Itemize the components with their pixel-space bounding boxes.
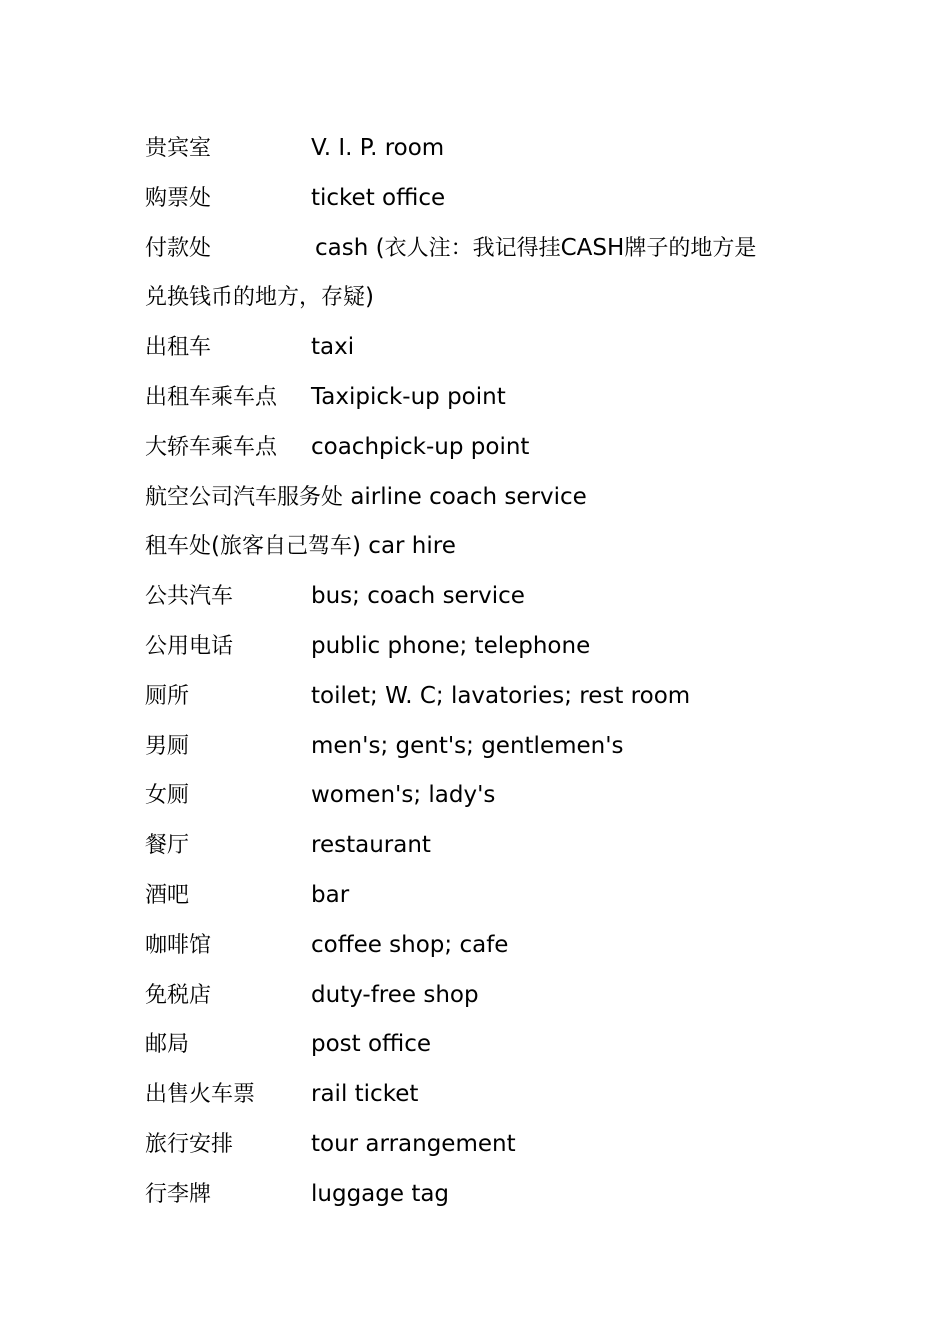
- chinese-term: 大轿车乘车点: [145, 434, 278, 460]
- list-item: [145, 528, 845, 578]
- list-item: [145, 777, 845, 827]
- english-term: coachpick-up point: [311, 433, 530, 460]
- list-item: [145, 628, 845, 678]
- list-item: [145, 578, 845, 628]
- english-term: Taxipick-up point: [311, 383, 506, 410]
- chinese-term: 租车处: [145, 534, 212, 560]
- english-term: cash (: [315, 234, 385, 261]
- english-term: luggage tag: [311, 1180, 450, 1207]
- chinese-term: 咖啡馆: [145, 932, 212, 958]
- chinese-term: 酒吧: [145, 882, 190, 908]
- open-paren: (: [211, 533, 220, 560]
- list-item: [145, 1026, 845, 1076]
- chinese-term: 行李牌: [145, 1181, 212, 1207]
- chinese-term: 出售火车票: [145, 1082, 256, 1108]
- translator-note: 衣人注：我记得挂: [384, 235, 561, 261]
- chinese-term: 出租车乘车点: [145, 384, 278, 410]
- chinese-term: 购票处: [145, 185, 212, 211]
- list-item: [145, 927, 845, 977]
- list-item: [145, 379, 845, 429]
- list-item: [145, 230, 845, 280]
- list-item: [145, 329, 845, 379]
- english-term: rail ticket: [311, 1081, 419, 1108]
- chinese-term: 出租车: [145, 335, 212, 361]
- english-term: V. I. P. room: [311, 135, 445, 161]
- note-continuation: 兑换钱币的地方，存疑: [145, 285, 366, 311]
- list-item: [145, 977, 845, 1027]
- english-term: duty-free shop: [311, 981, 479, 1008]
- vocabulary-list: [145, 130, 845, 1226]
- list-item: [145, 1176, 845, 1226]
- chinese-term: 贵宾室: [145, 136, 212, 161]
- english-term: taxi: [311, 334, 355, 361]
- list-item: [145, 827, 845, 877]
- chinese-term: 男厕: [145, 733, 190, 759]
- chinese-term: 邮局: [145, 1032, 190, 1058]
- chinese-term: 公共汽车: [145, 584, 234, 610]
- chinese-term: 女厕: [145, 783, 190, 809]
- chinese-term: 公用电话: [145, 633, 234, 659]
- english-term: bus; coach service: [311, 583, 525, 610]
- note-keyword: CASH: [560, 234, 625, 261]
- chinese-term: 旅行安排: [145, 1131, 234, 1157]
- english-term: men's; gent's; gentlemen's: [311, 732, 624, 759]
- english-term: ticket office: [311, 184, 446, 211]
- list-item: [145, 877, 845, 927]
- list-item: [145, 130, 845, 180]
- list-item: [145, 180, 845, 230]
- english-term: ) car hire: [352, 533, 456, 560]
- english-term: airline coach service: [343, 483, 587, 510]
- chinese-term: 餐厅: [145, 833, 190, 859]
- translator-note-end: 牌子的地方是: [624, 235, 757, 261]
- list-item: [145, 678, 845, 728]
- chinese-term: 免税店: [145, 982, 212, 1008]
- chinese-term: 厕所: [145, 683, 190, 709]
- english-term: coffee shop; cafe: [311, 931, 509, 958]
- english-term: toilet; W. C; lavatories; rest room: [311, 682, 691, 709]
- english-term: bar: [311, 881, 350, 908]
- chinese-term: 航空公司汽车服务处: [145, 484, 344, 510]
- english-term-with-note: [315, 230, 756, 267]
- list-item: [145, 479, 845, 529]
- chinese-term: 付款处: [145, 235, 212, 261]
- list-item-continuation: [145, 279, 845, 329]
- list-item: [145, 429, 845, 479]
- list-item: [145, 1076, 845, 1126]
- english-term: public phone; telephone: [311, 632, 591, 659]
- closing-paren: ): [365, 284, 374, 311]
- chinese-qualifier: 旅客自己驾车: [220, 534, 353, 560]
- english-term: tour arrangement: [311, 1130, 516, 1157]
- list-item: [145, 728, 845, 778]
- list-item: [145, 1126, 845, 1176]
- english-term: women's; lady's: [311, 782, 496, 809]
- english-term: restaurant: [311, 832, 431, 859]
- english-term: post office: [311, 1031, 432, 1058]
